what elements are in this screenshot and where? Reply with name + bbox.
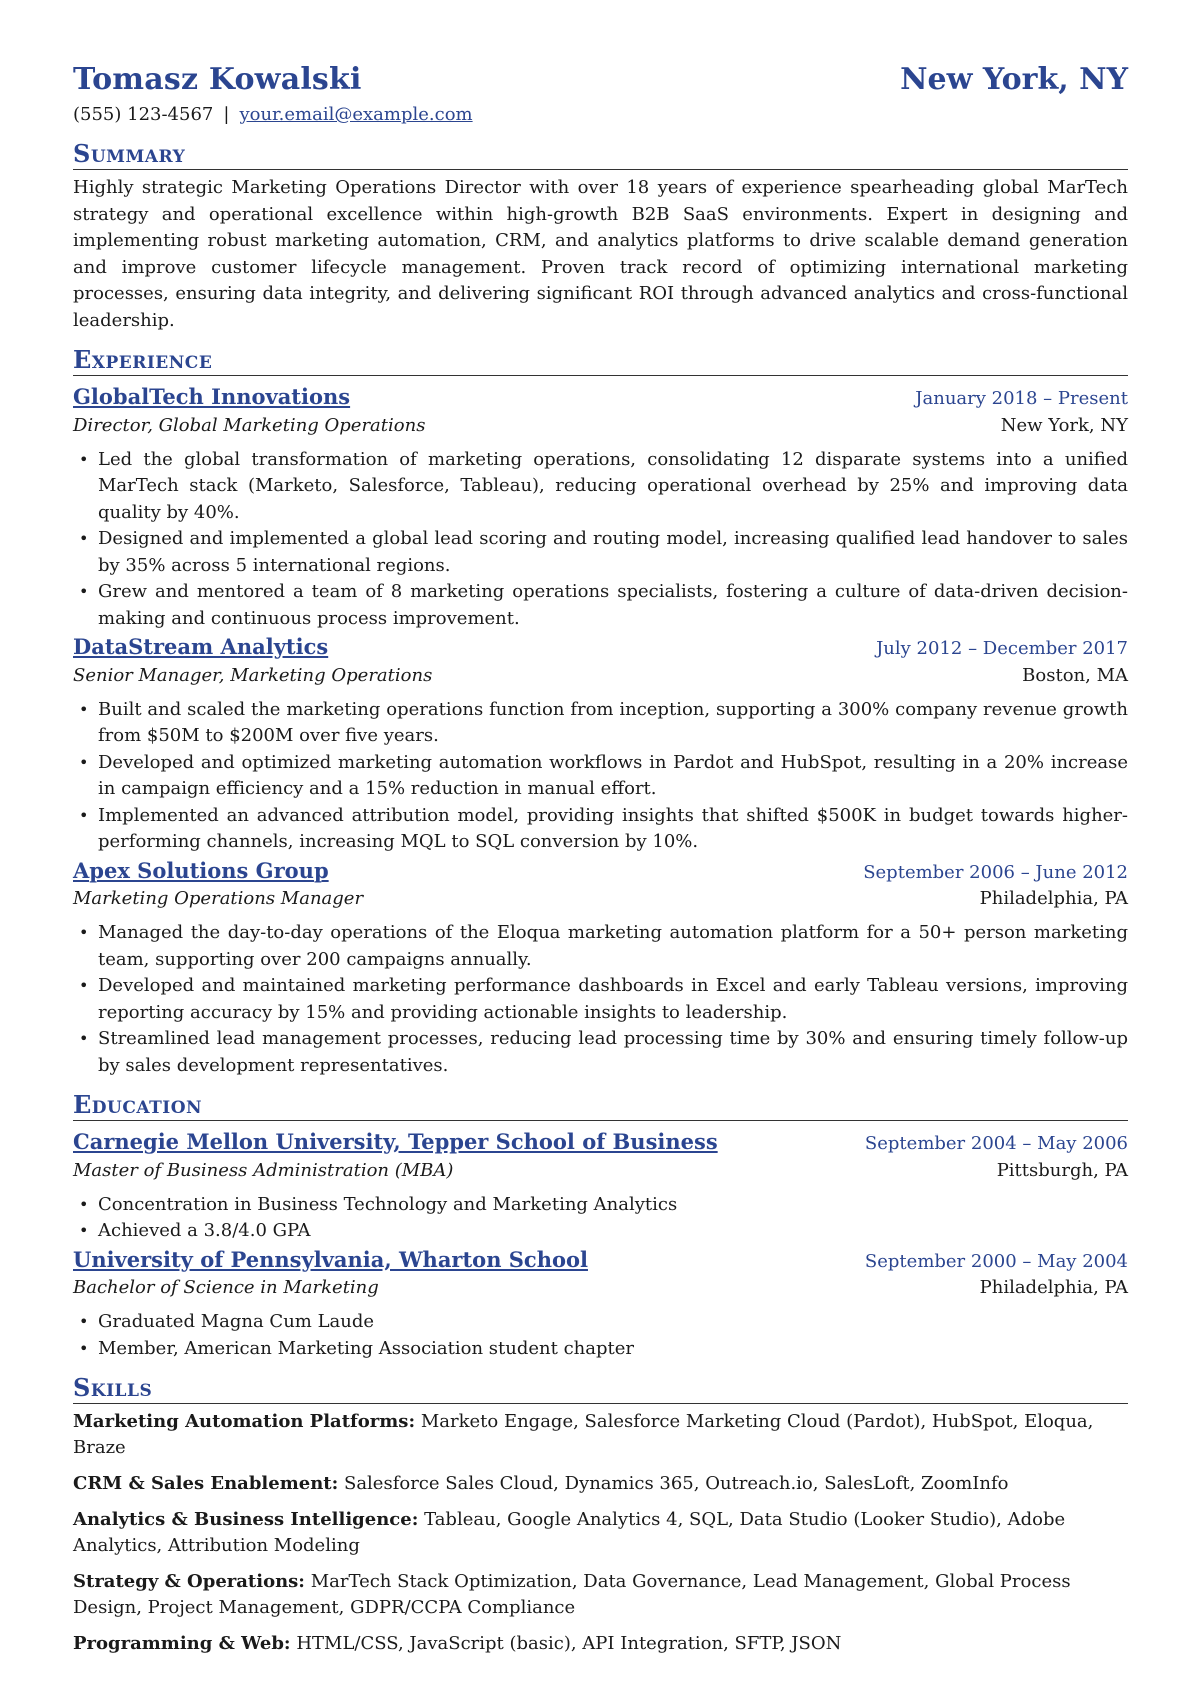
skill-row <box>73 1631 1128 1657</box>
skills-list <box>73 1409 1128 1657</box>
skill-items: MarTech Stack Optimization, Data Governance, Lead Management, Global Process Design, Project Management, GDPR/CCPA Compliance <box>73 1571 1071 1618</box>
skill-row <box>73 1507 1128 1559</box>
job-location: Philadelphia, PA <box>979 888 1128 909</box>
bullet-item: • Developed and optimized marketing automation workflows in Pardot and HubSpot, resulting in a 20% increase in campaign efficiency and a 15% reduction in manual effort. <box>73 750 1128 803</box>
bullet-item: • Grew and mentored a team of 8 marketing operations specialists, fostering a culture of data-driven decision-making and continuous process improvement. <box>73 579 1128 632</box>
candidate-location: New York, NY <box>900 62 1128 97</box>
section-title-experience: Experience <box>73 346 1128 376</box>
candidate-name: Tomasz Kowalski <box>73 62 362 97</box>
section-title-summary: Summary <box>73 140 1128 170</box>
skill-category: Marketing Automation Platforms: <box>73 1411 416 1432</box>
skill-row <box>73 1569 1128 1621</box>
job-title: Marketing Operations Manager <box>73 888 364 909</box>
skill-row <box>73 1409 1128 1461</box>
phone-number: (555) 123-4567 <box>73 104 214 125</box>
skill-items: HTML/CSS, JavaScript (basic), API Integration, SFTP, JSON <box>296 1633 842 1654</box>
job-title: Senior Manager, Marketing Operations <box>73 664 433 686</box>
bullet-item: • Managed the day-to-day operations of the Eloqua marketing automation platform for a 50+ person marketing team, supporting over 200 campaigns annually. <box>73 920 1128 973</box>
job-bullets <box>73 447 1128 633</box>
bullet-item: • Achieved a 3.8/4.0 GPA <box>73 1218 1128 1245</box>
skill-row <box>73 1471 1128 1497</box>
bullet-item: • Concentration in Business Technology and Marketing Analytics <box>73 1192 1128 1219</box>
education-bullets <box>73 1192 1128 1245</box>
bullet-item: • Built and scaled the marketing operations function from inception, supporting a 300% company revenue growth from $50M to $200M over five years. <box>73 697 1128 750</box>
job-location: New York, NY <box>1000 414 1128 436</box>
skill-category: Strategy & Operations: <box>73 1571 305 1592</box>
summary-text: Highly strategic Marketing Operations Director with over 18 years of experience spearheading global MarTech strategy and operational excellence within high-growth B2B SaaS environments. Expert in designing and implementing robust marketing automation, CRM, and analytics platforms to drive scalable demand generation and improve customer lifecycle management. Proven track record of optimizing international marketing processes, ensuring data integrity, and delivering significant ROI through advanced analytics and cross-functional leadership. <box>73 177 1128 331</box>
job-bullets <box>73 697 1128 856</box>
resume-header <box>73 60 1128 100</box>
company-name-link[interactable]: DataStream Analytics <box>73 634 329 659</box>
bullet-item: • Led the global transformation of marketing operations, consolidating 12 disparate systems into a unified MarTech stack (Marketo, Salesforce, Tableau), reducing operational overhead by 25% and improving data quality by 40%. <box>73 447 1128 527</box>
education-dates: September 2004 – May 2006 <box>864 1133 1128 1154</box>
bullet-item: • Implemented an advanced attribution model, providing insights that shifted $500K in budget towards higher-performing channels, increasing MQL to SQL conversion by 10%. <box>73 803 1128 856</box>
job-location: Boston, MA <box>1022 664 1128 686</box>
school-location: Pittsburgh, PA <box>996 1159 1128 1181</box>
skill-items: Salesforce Sales Cloud, Dynamics 365, Outreach.io, SalesLoft, ZoomInfo <box>343 1473 1009 1494</box>
skill-category: Analytics & Business Intelligence: <box>73 1509 419 1530</box>
bullet-item: • Designed and implemented a global lead scoring and routing model, increasing qualified lead handover to sales by 35% across 5 international regions. <box>73 526 1128 579</box>
skill-category: CRM & Sales Enablement: <box>73 1473 339 1494</box>
bullet-item: • Streamlined lead management processes, reducing lead processing time by 30% and ensuring timely follow-up by sales development representatives. <box>73 1026 1128 1079</box>
job-dates: September 2006 – June 2012 <box>863 861 1128 883</box>
job-title: Director, Global Marketing Operations <box>73 414 426 436</box>
company-name-link[interactable]: GlobalTech Innovations <box>73 384 351 409</box>
experience-entry <box>73 382 1128 632</box>
degree-title: Master of Business Administration (MBA) <box>73 1159 454 1181</box>
bullet-item: • Developed and maintained marketing performance dashboards in Excel and early Tableau versions, improving reporting accuracy by 15% and providing actionable insights to leadership. <box>73 973 1128 1026</box>
skill-items: Marketo Engage, Salesforce Marketing Cloud (Pardot), HubSpot, Eloqua, Braze <box>73 1411 1094 1458</box>
school-location: Philadelphia, PA <box>979 1277 1128 1298</box>
contact-separator: | <box>223 104 230 125</box>
education-bullets <box>73 1309 1128 1362</box>
bullet-item: • Graduated Magna Cum Laude <box>73 1309 1128 1336</box>
education-entry <box>73 1127 1128 1245</box>
bullet-item: • Member, American Marketing Association student chapter <box>73 1336 1128 1363</box>
section-title-skills: Skills <box>73 1374 1128 1404</box>
company-name-link[interactable]: Apex Solutions Group <box>73 857 329 883</box>
skill-category: Programming & Web: <box>73 1633 291 1654</box>
job-dates: January 2018 – Present <box>915 388 1128 409</box>
job-dates: July 2012 – December 2017 <box>876 638 1128 659</box>
job-bullets <box>73 920 1128 1079</box>
education-entry <box>73 1245 1128 1363</box>
skill-items: Tableau, Google Analytics 4, SQL, Data Studio (Looker Studio), Adobe Analytics, Attribution Modeling <box>73 1509 1066 1556</box>
education-dates: September 2000 – May 2004 <box>864 1250 1128 1272</box>
email-link[interactable]: your.email@example.com <box>239 104 473 125</box>
degree-title: Bachelor of Science in Marketing <box>73 1277 379 1298</box>
experience-entry <box>73 856 1128 1080</box>
experience-entry <box>73 632 1128 856</box>
school-name-link[interactable]: University of Pennsylvania, Wharton School <box>73 1246 588 1272</box>
school-name-link[interactable]: Carnegie Mellon University, Tepper School of Business <box>73 1129 718 1154</box>
contact-line <box>73 102 1128 128</box>
section-title-education: Education <box>73 1091 1128 1121</box>
